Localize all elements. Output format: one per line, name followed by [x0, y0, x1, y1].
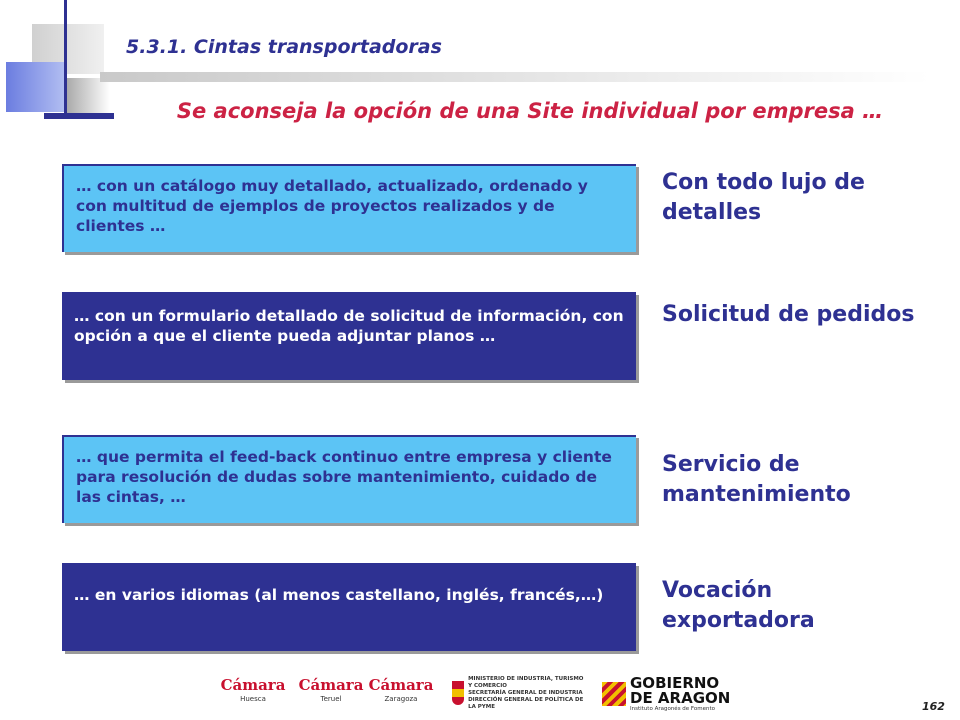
aragon-flag-icon [602, 682, 626, 706]
ministerio-line: DIRECCIÓN GENERAL DE POLÍTICA DE LA PYME [468, 696, 584, 710]
camara-word: Cámara [220, 676, 286, 694]
gobierno-line: GOBIERNO [630, 674, 720, 692]
row-1-text: … con un catálogo muy detallado, actualizado, ordenado y con multitud de ejemplos de proyectos realizados y de clientes … [62, 164, 636, 252]
camara-huesca-logo [218, 676, 288, 710]
gobierno-aragon-logo [602, 674, 742, 714]
decor-grey-fade [66, 78, 110, 118]
camara-word: Cámara [298, 676, 364, 694]
row-2-label: Solicitud de pedidos [662, 302, 915, 327]
section-title: 5.3.1. Cintas transportadoras [126, 36, 442, 58]
camara-city: Zaragoza [384, 695, 418, 703]
camara-city: Huesca [240, 695, 266, 703]
gobierno-line: DE ARAGON [630, 689, 731, 707]
ministerio-logo [452, 676, 586, 710]
camara-zaragoza-logo [366, 676, 436, 710]
row-2-text: … con un formulario detallado de solicitud de información, con opción a que el cliente pueda adjuntar planos … [62, 292, 636, 380]
ministerio-line: SECRETARÍA GENERAL DE INDUSTRIA [468, 689, 583, 696]
decor-blue-square [6, 62, 66, 112]
gobierno-subtitle: Instituto Aragonés de Fomento [630, 706, 716, 712]
gobierno-text [630, 676, 730, 712]
ministerio-text [468, 676, 586, 711]
camara-teruel-logo [296, 676, 366, 710]
decor-horizontal-line [44, 113, 114, 119]
camara-word: Cámara [368, 676, 434, 694]
row-4-text: … en varios idiomas (al menos castellano, inglés, francés,…) [62, 563, 636, 651]
camara-city: Teruel [320, 695, 342, 703]
row-1-label: Con todo lujo de detalles [662, 170, 865, 225]
spain-shield-icon [452, 681, 464, 705]
page-number: 162 [922, 700, 945, 713]
headline: Se aconseja la opción de una Site individual por empresa … [176, 99, 884, 123]
row-3-text: … que permita el feed-back continuo entre empresa y cliente para resolución de dudas sobre mantenimiento, cuidado de las cintas, … [62, 435, 636, 523]
decor-header-rule [100, 72, 930, 82]
row-4-label: Vocación exportadora [662, 578, 815, 633]
decor-vertical-line [64, 0, 67, 118]
ministerio-line: MINISTERIO DE INDUSTRIA, TURISMO Y COMERCIO [468, 675, 584, 689]
row-3-label: Servicio de mantenimiento [662, 452, 851, 507]
